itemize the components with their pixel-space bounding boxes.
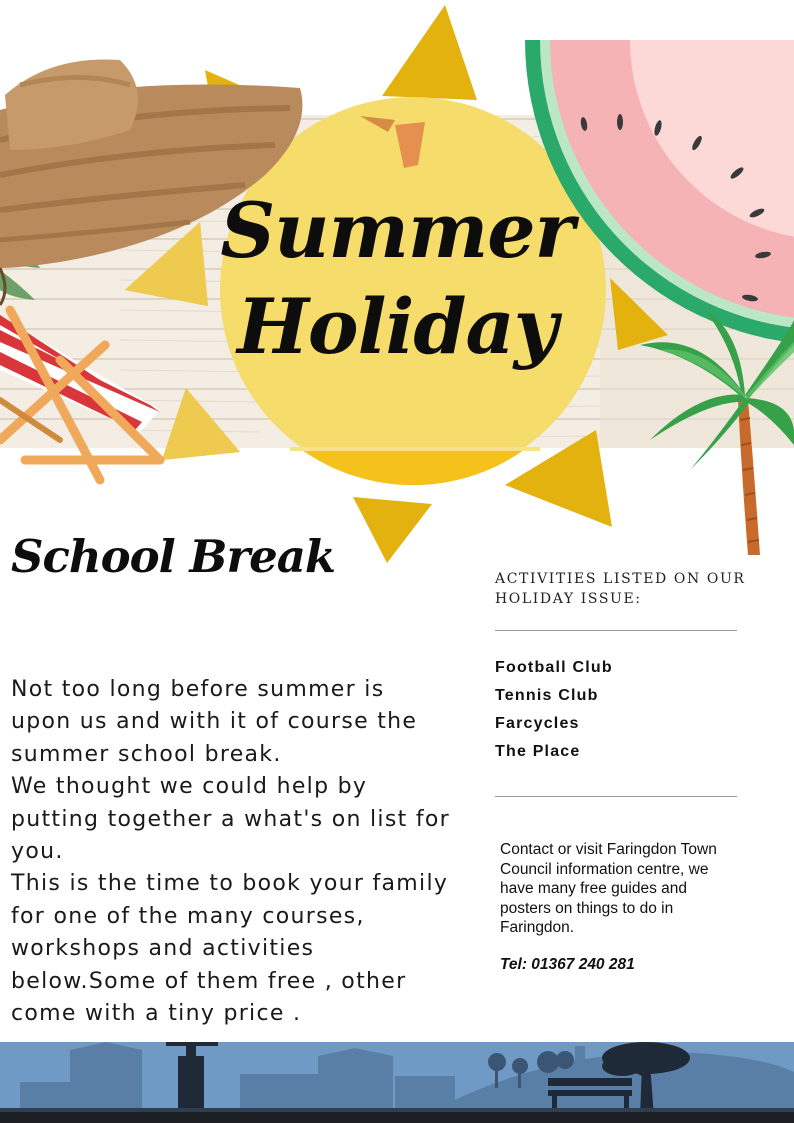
footer-ground <box>0 1112 794 1123</box>
body-paragraph: Not too long before summer is upon us and with it of course the summer school break. <box>11 677 418 767</box>
activities-heading: ACTIVITIES LISTED ON OUR HOLIDAY ISSUE: <box>495 571 746 607</box>
section-heading: School Break <box>11 530 336 583</box>
hero-title-line-1: Summer <box>220 186 574 275</box>
divider <box>495 796 737 797</box>
body-paragraph: We thought we could help by putting together a what's on list for you. <box>11 774 450 865</box>
divider <box>495 630 737 631</box>
body-paragraph: This is the time to book your family for one of the many courses, workshops and activities below.Some of them free , other come with a tiny price . <box>11 871 449 1027</box>
activities-list <box>495 657 613 769</box>
activity-item: Farcycles <box>495 715 580 732</box>
contact-text: Contact or visit Faringdon Town Council information centre, we have many free guides and posters on things to do in Faringdon. <box>500 841 717 936</box>
body-text <box>11 674 451 1030</box>
activity-item: Tennis Club <box>495 687 599 704</box>
telephone-number: Tel: 01367 240 281 <box>500 956 635 973</box>
hero-title-line-2: Holiday <box>237 282 557 371</box>
footer-skyline <box>0 1042 794 1123</box>
sun-lower-band <box>302 450 524 485</box>
activity-item: The Place <box>495 743 581 760</box>
activity-item: Football Club <box>495 659 613 676</box>
